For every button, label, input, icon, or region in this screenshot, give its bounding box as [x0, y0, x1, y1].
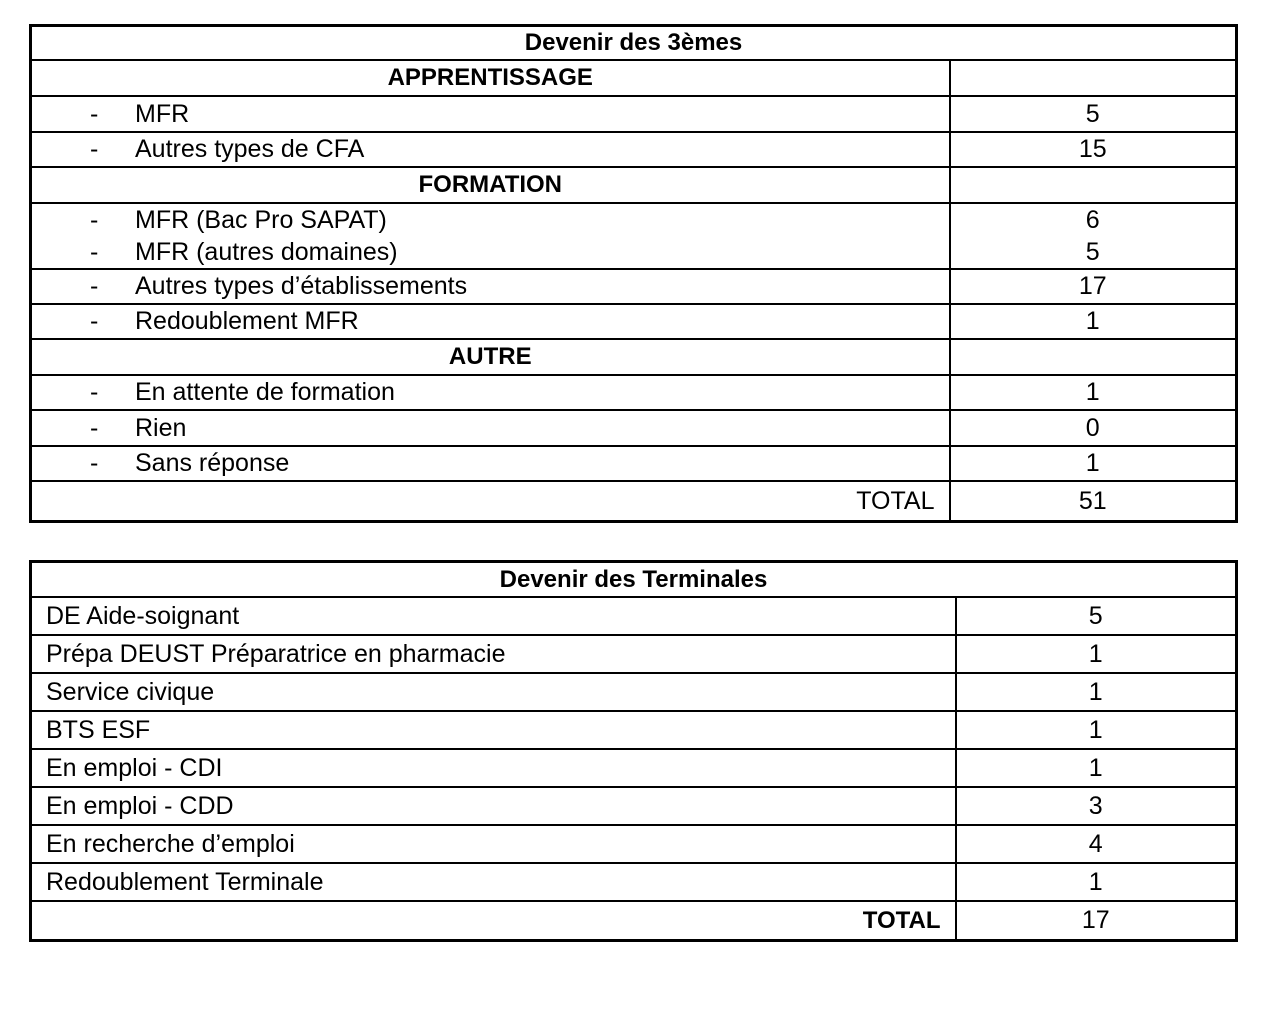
section-formation-row — [31, 167, 1237, 203]
row-de-aide-soignant-label: DE Aide-soignant — [31, 597, 956, 635]
row-rien-label-cell — [31, 410, 950, 446]
section-autre-row — [31, 339, 1237, 375]
row-mfr — [31, 96, 1237, 132]
row-mfr-label-cell — [31, 96, 950, 132]
row-autres-etablissements-label: Autres types d’établissements — [135, 272, 468, 300]
table-devenir-3emes — [29, 24, 1238, 523]
row-redoublement-terminale-label: Redoublement Terminale — [31, 863, 956, 901]
row-redoublement-terminale — [31, 863, 1237, 901]
row-rien — [31, 410, 1237, 446]
bullet-dash: - — [90, 135, 99, 163]
row-prepa-deust-label: Prépa DEUST Préparatrice en pharmacie — [31, 635, 956, 673]
table-3emes-title: Devenir des 3èmes — [31, 26, 1237, 61]
row-mfr-sapat-value: 6 — [1085, 206, 1100, 234]
row-mfr-autres-line — [32, 236, 949, 268]
row-bts-esf-value: 1 — [956, 711, 1237, 749]
table-terminales-title: Devenir des Terminales — [31, 562, 1237, 598]
row-recherche-emploi-value: 4 — [956, 825, 1237, 863]
table-3emes-title-row — [31, 26, 1237, 61]
row-autres-cfa — [31, 132, 1237, 167]
section-apprentissage-empty-cell — [950, 60, 1237, 96]
bullet-dash: - — [90, 413, 99, 442]
row-emploi-cdi-value: 1 — [956, 749, 1237, 787]
table-terminales-title-row — [31, 562, 1237, 598]
row-bts-esf-label: BTS ESF — [31, 711, 956, 749]
table-devenir-terminales — [29, 560, 1238, 942]
row-emploi-cdd-label: En emploi - CDD — [31, 787, 956, 825]
row-rien-label: Rien — [135, 413, 187, 442]
row-mfr-formation-label-cell — [31, 203, 950, 269]
section-formation-header: FORMATION — [31, 167, 950, 203]
row-autres-etablissements-label-cell — [31, 269, 950, 304]
row-service-civique-value: 1 — [956, 673, 1237, 711]
row-rien-value: 0 — [950, 410, 1237, 446]
table-3emes-total-value: 51 — [950, 481, 1237, 522]
row-mfr-sapat-label: MFR (Bac Pro SAPAT) — [135, 206, 387, 234]
row-mfr-autres-value: 5 — [1085, 238, 1100, 266]
row-autres-cfa-label-cell — [31, 132, 950, 167]
bullet-dash: - — [90, 238, 99, 266]
row-sans-reponse-label: Sans réponse — [135, 449, 290, 477]
row-autres-cfa-value: 15 — [950, 132, 1237, 167]
row-mfr-autres-label: MFR (autres domaines) — [135, 238, 398, 266]
section-autre-header: AUTRE — [31, 339, 950, 375]
row-mfr-formation-double — [31, 203, 1237, 269]
table-3emes-total-row — [31, 481, 1237, 522]
row-recherche-emploi-label: En recherche d’emploi — [31, 825, 956, 863]
row-emploi-cdi — [31, 749, 1237, 787]
row-prepa-deust-value: 1 — [956, 635, 1237, 673]
row-redoublement-mfr-value: 1 — [950, 304, 1237, 339]
section-formation-empty-cell — [950, 167, 1237, 203]
row-redoublement-terminale-value: 1 — [956, 863, 1237, 901]
row-prepa-deust — [31, 635, 1237, 673]
row-recherche-emploi — [31, 825, 1237, 863]
row-de-aide-soignant-value: 5 — [956, 597, 1237, 635]
row-service-civique-label: Service civique — [31, 673, 956, 711]
row-en-attente-value: 1 — [950, 375, 1237, 410]
row-sans-reponse-label-cell — [31, 446, 950, 481]
row-redoublement-mfr — [31, 304, 1237, 339]
row-emploi-cdd-value: 3 — [956, 787, 1237, 825]
row-en-attente-label: En attente de formation — [135, 378, 395, 406]
row-bts-esf — [31, 711, 1237, 749]
section-autre-empty-cell — [950, 339, 1237, 375]
row-en-attente-label-cell — [31, 375, 950, 410]
row-en-attente — [31, 375, 1237, 410]
row-redoublement-mfr-label-cell — [31, 304, 950, 339]
bullet-dash: - — [90, 99, 99, 128]
table-3emes-total-label: TOTAL — [31, 481, 950, 522]
row-mfr-sapat-line — [32, 204, 949, 236]
row-mfr-value: 5 — [950, 96, 1237, 132]
row-autres-etablissements — [31, 269, 1237, 304]
bullet-dash: - — [90, 206, 99, 234]
table-terminales-total-value: 17 — [956, 901, 1237, 941]
row-emploi-cdi-label: En emploi - CDI — [31, 749, 956, 787]
row-redoublement-mfr-label: Redoublement MFR — [135, 307, 359, 335]
row-de-aide-soignant — [31, 597, 1237, 635]
row-emploi-cdd — [31, 787, 1237, 825]
bullet-dash: - — [90, 272, 99, 300]
row-mfr-formation-value-cell — [950, 203, 1237, 269]
row-mfr-label: MFR — [135, 99, 190, 128]
row-service-civique — [31, 673, 1237, 711]
section-apprentissage-row — [31, 60, 1237, 96]
row-sans-reponse — [31, 446, 1237, 481]
section-apprentissage-header: APPRENTISSAGE — [31, 60, 950, 96]
bullet-dash: - — [90, 449, 99, 477]
bullet-dash: - — [90, 307, 99, 335]
table-terminales-total-label: TOTAL — [31, 901, 956, 941]
table-terminales-total-row — [31, 901, 1237, 941]
row-autres-etablissements-value: 17 — [950, 269, 1237, 304]
bullet-dash: - — [90, 378, 99, 406]
row-sans-reponse-value: 1 — [950, 446, 1237, 481]
row-autres-cfa-label: Autres types de CFA — [135, 135, 365, 163]
